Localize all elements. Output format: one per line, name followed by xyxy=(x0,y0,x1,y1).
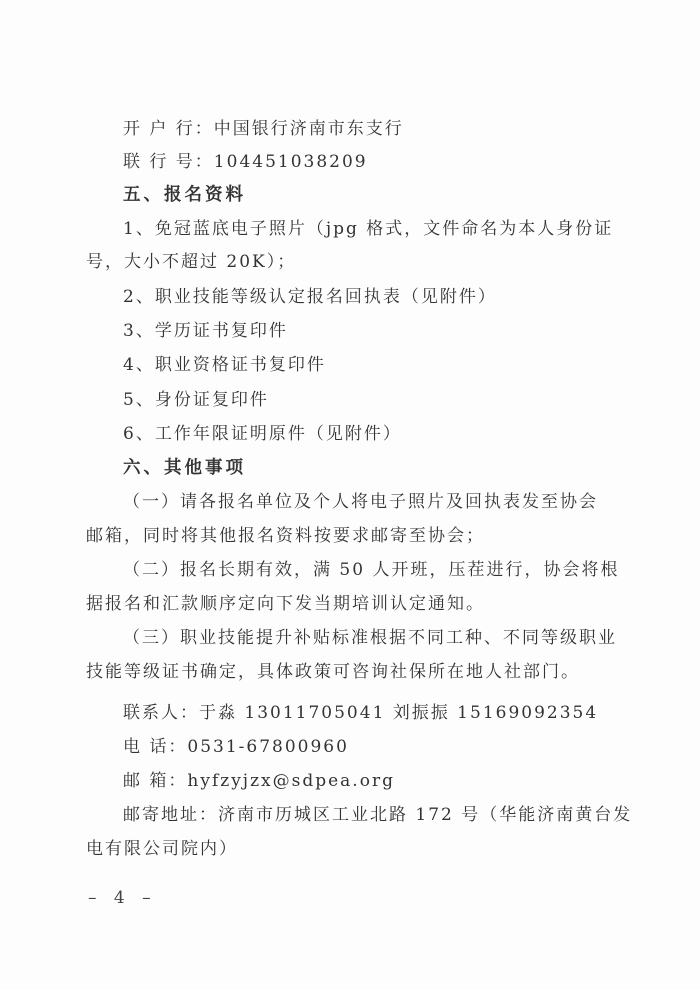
item4: 4、职业资格证书复印件 xyxy=(123,355,326,375)
email-line: 邮 箱：hyfzyjzx@sdpea.org xyxy=(123,771,395,791)
p1-line2: 邮箱，同时将其他报名资料按要求邮寄至协会； xyxy=(86,526,485,546)
bank-number-line: 联 行 号：104451038209 xyxy=(123,152,368,172)
item1-line1: 1、免冠蓝底电子照片（jpg 格式，文件命名为本人身份证 xyxy=(123,219,614,239)
p1-line1: （一）请各报名单位及个人将电子照片及回执表发至协会 xyxy=(123,492,598,512)
item6: 6、工作年限证明原件（见附件） xyxy=(123,424,402,444)
phone-line: 电 话：0531-67800960 xyxy=(123,737,349,757)
address-line2: 电有限公司院内） xyxy=(86,839,238,859)
p2-line1: （二）报名长期有效，满 50 人开班，压茬进行，协会将根 xyxy=(123,560,620,580)
item1-line2: 号，大小不超过 20K）； xyxy=(86,252,297,272)
p3-line1: （三）职业技能提升补贴标准根据不同工种、不同等级职业 xyxy=(123,628,617,648)
item2: 2、职业技能等级认定报名回执表（见附件） xyxy=(123,287,497,307)
address-line1: 邮寄地址：济南市历城区工业北路 172 号（华能济南黄台发 xyxy=(123,805,633,825)
item3: 3、学历证书复印件 xyxy=(123,321,288,341)
item5: 5、身份证复印件 xyxy=(123,390,269,410)
section6-heading: 六、其他事项 xyxy=(123,458,246,478)
section5-heading: 五、报名资料 xyxy=(123,185,246,205)
p3-line2: 技能等级证书确定，具体政策可咨询社保所在地人社部门。 xyxy=(86,662,580,682)
account-bank-line: 开 户 行：中国银行济南市东支行 xyxy=(123,119,404,139)
page-number: – 4 – xyxy=(88,888,157,908)
contacts-line: 联系人：于淼 13011705041 刘振振 15169092354 xyxy=(123,703,599,723)
p2-line2: 据报名和汇款顺序定向下发当期培训认定通知。 xyxy=(86,594,485,614)
